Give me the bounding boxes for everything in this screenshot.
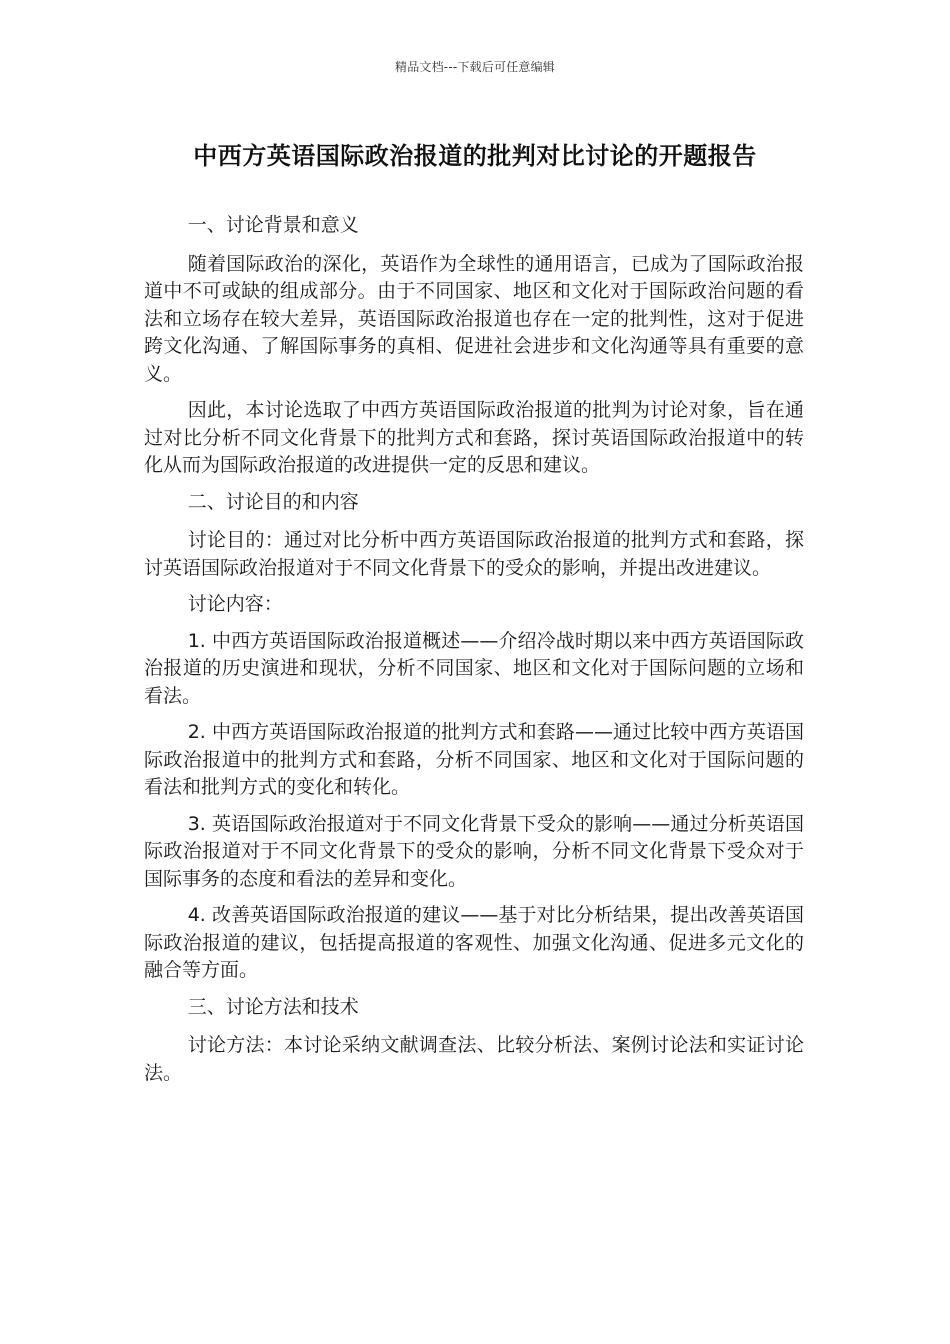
section-heading-methods: 三、讨论方法和技术 (187, 995, 359, 1018)
paragraph-background-2: 因此，本讨论选取了中西方英语国际政治报道的批判为讨论对象，旨在通过对比分析不同文化背景下的批判方式和套路，探讨英语国际政治报道中的转化从而为国际政治报道的改进提供一定的反思和建议。 (144, 399, 804, 476)
list-item-1: 1. 中西方英语国际政治报道概述——介绍冷战时期以来中西方英语国际政治报道的历史演进和现状，分析不同国家、地区和文化对于国际问题的立场和看法。 (144, 629, 804, 707)
list-item-2: 2. 中西方英语国际政治报道的批判方式和套路——通过比较中西方英语国际政治报道中的批判方式和套路，分析不同国家、地区和文化对于国际问题的看法和批判方式的变化和转化。 (144, 721, 804, 798)
section-heading-background: 一、讨论背景和意义 (187, 214, 359, 236)
section-heading-purpose: 二、讨论目的和内容 (187, 490, 359, 513)
paragraph-purpose: 讨论目的：通过对比分析中西方英语国际政治报道的批判方式和套路，探讨英语国际政治报道对于不同文化背景下的受众的影响，并提出改进建议。 (144, 529, 804, 579)
list-item-3: 3. 英语国际政治报道对于不同文化背景下受众的影响——通过分析英语国际政治报道对于不同文化背景下的受众的影响，分析不同文化背景下受众对于国际事务的态度和看法的差异和变化。 (144, 812, 804, 890)
document-title: 中西方英语国际政治报道的批判对比讨论的开题报告 (193, 142, 757, 170)
paragraph-content-label: 讨论内容： (187, 593, 283, 615)
list-item-4: 4. 改善英语国际政治报道的建议——基于对比分析结果，提出改善英语国际政治报道的建议，包括提高报道的客观性、加强文化沟通、促进多元文化的融合等方面。 (144, 904, 804, 981)
document-body (144, 212, 804, 1096)
paragraph-background-1: 随着国际政治的深化，英语作为全球性的通用语言，已成为了国际政治报道中不可或缺的组成部分。由于不同国家、地区和文化对于国际政治问题的看法和立场存在较大差异，英语国际政治报道也存在一定的批判性，这对于促进跨文化沟通、了解国际事务的真相、促进社会进步和文化沟通等具有重要的意义。 (144, 252, 804, 385)
paragraph-methods: 讨论方法：本讨论采纳文献调查法、比较分析法、案例讨论法和实证讨论法。 (144, 1034, 804, 1084)
header-note: 精品文档---下载后可任意编辑 (395, 60, 555, 74)
